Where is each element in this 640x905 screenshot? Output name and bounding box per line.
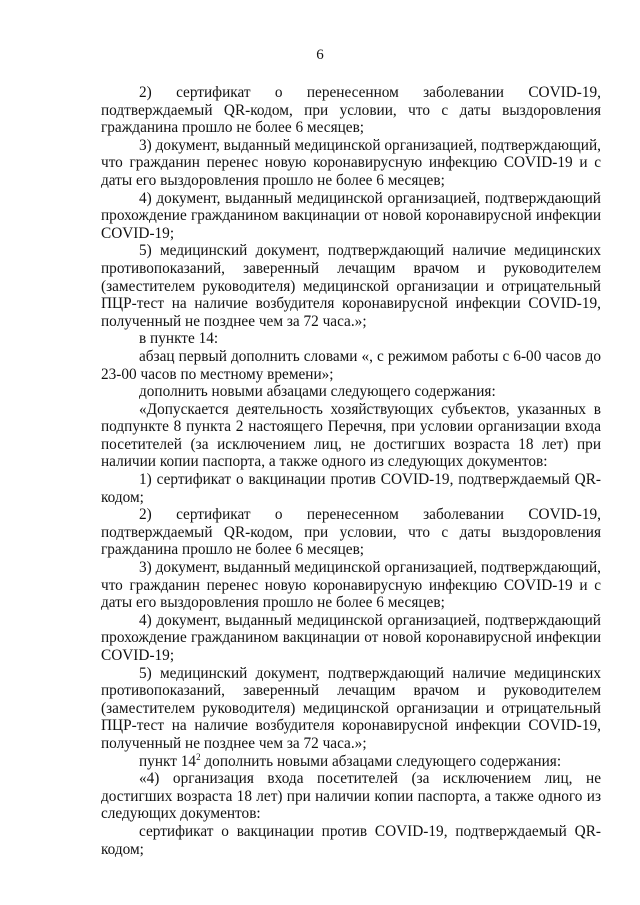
paragraph: 5) медицинский документ, подтверждающий наличие медицинских противопоказаний, заверенный лечащим врачом и руководителем (заместителем руководителя) медицинской организации и отрицательный ПЦР-тест на наличие возбудителя коронавирусной инфекции COVID-19, полученный не позднее чем за 72 часа.»;: [101, 242, 601, 330]
paragraph: 4) документ, выданный медицинской организацией, подтверждающий прохождение гражданином вакцинации от новой коронавирусной инфекции COVID-19;: [101, 611, 601, 664]
document-body: [101, 84, 601, 858]
paragraph: 3) документ, выданный медицинской организацией, подтверждающий, что гражданин перенес новую коронавирусную инфекцию COVID-19 и с даты его выздоровления прошло не более 6 месяцев;: [101, 559, 601, 612]
paragraph: сертификат о вакцинации против COVID-19, подтверждаемый QR-кодом;: [101, 822, 601, 858]
paragraph: 4) документ, выданный медицинской организацией, подтверждающий прохождение гражданином вакцинации от новой коронавирусной инфекции COVID-19;: [101, 189, 601, 242]
paragraph: 2) сертификат о перенесенном заболевании COVID-19, подтверждаемый QR-кодом, при условии, что с даты выздоровления гражданина прошло не более 6 месяцев;: [101, 84, 601, 137]
paragraph: в пункте 14:: [139, 330, 219, 348]
paragraph: абзац первый дополнить словами «, с режимом работы с 6-00 часов до 23-00 часов по местному времени»;: [101, 347, 601, 383]
paragraph: «4) организация входа посетителей (за исключением лиц, не достигших возраста 18 лет) при наличии копии паспорта, а также одного из следующих документов:: [101, 770, 601, 823]
paragraph: 2) сертификат о перенесенном заболевании COVID-19, подтверждаемый QR-кодом, при условии, что с даты выздоровления гражданина прошло не более 6 месяцев;: [101, 506, 601, 559]
point-14-2-prefix: пункт 14: [139, 752, 197, 770]
paragraph: 1) сертификат о вакцинации против COVID-19, подтверждаемый QR-кодом;: [101, 471, 601, 506]
paragraph: «Допускается деятельность хозяйствующих субъектов, указанных в подпункте 8 пункта 2 настоящего Перечня, при условии организации входа посетителей (за исключением лиц, не достигших возраста 18 лет) при наличии копии паспорта, а также одного из следующих документов:: [101, 400, 601, 471]
paragraph-point-14-2: [101, 753, 601, 771]
page-number: 6: [316, 47, 324, 63]
paragraph: 5) медицинский документ, подтверждающий наличие медицинских противопоказаний, заверенный лечащим врачом и руководителем (заместителем руководителя) медицинской организации и отрицательный ПЦР-тест на наличие возбудителя коронавирусной инфекции COVID-19, полученный не позднее чем за 72 часа.»;: [101, 664, 601, 752]
point-14-2-superscript: 2: [196, 751, 201, 762]
point-14-2-suffix: дополнить новыми абзацами следующего содержания:: [200, 752, 562, 770]
paragraph: 3) документ, выданный медицинской организацией, подтверждающий, что гражданин перенес новую коронавирусную инфекцию COVID-19 и с даты его выздоровления прошло не более 6 месяцев;: [101, 136, 601, 189]
paragraph: дополнить новыми абзацами следующего содержания:: [139, 383, 496, 401]
